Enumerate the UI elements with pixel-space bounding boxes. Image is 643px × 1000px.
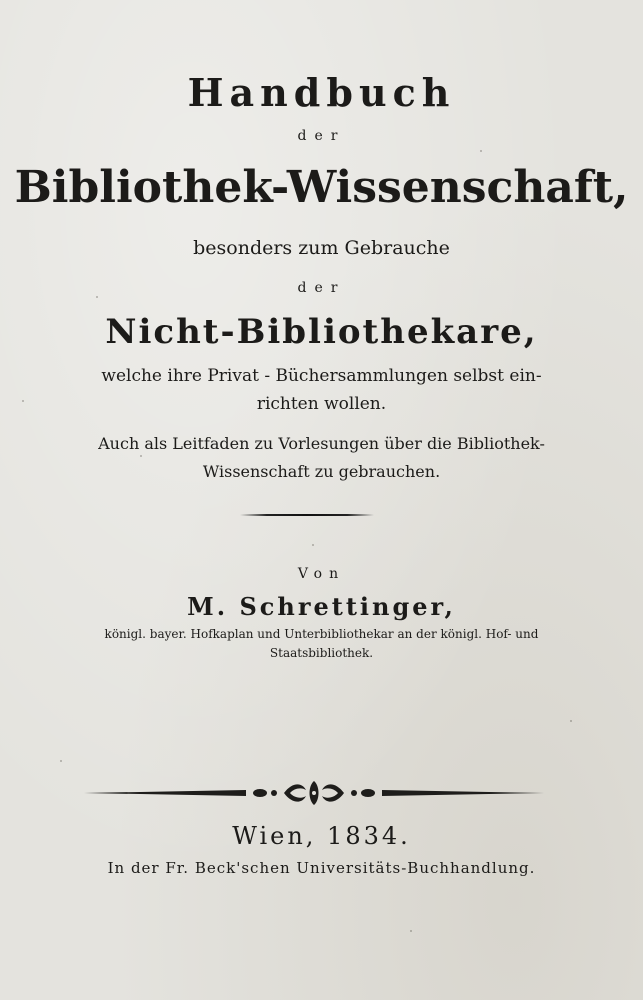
paper-speck: [410, 930, 412, 932]
author-title-line-1: königl. bayer. Hofkaplan und Unterbibliothekar an der königl. Hof- und: [104, 627, 539, 641]
divider-rule: [240, 514, 374, 516]
subtitle-line-4: welche ihre Privat - Büchersammlungen selbst ein-: [101, 366, 542, 386]
paper-speck: [96, 296, 98, 298]
ornament-rule: [84, 778, 544, 808]
subtitle-line-1: besonders zum Gebrauche: [193, 237, 450, 259]
paper-speck: [140, 455, 142, 457]
paper-speck: [570, 720, 572, 722]
paper-speck: [312, 544, 314, 546]
imprint-publisher: In der Fr. Beck'schen Universitäts-Buchhandlung.: [107, 859, 536, 877]
by-label: Von: [297, 566, 346, 582]
subtitle-line-5: richten wollen.: [256, 394, 387, 414]
title-line-3: Bibliothek-Wissenschaft,: [14, 162, 629, 213]
note-line-1: Auch als Leitfaden zu Vorlesungen über die Bibliothek-: [98, 434, 545, 453]
paper-speck: [480, 150, 482, 152]
author-name: M. Schrettinger,: [187, 592, 456, 621]
subtitle-line-3: Nicht-Bibliothekare,: [105, 312, 538, 352]
title-line-2: der: [297, 128, 346, 144]
title-line-1: Handbuch: [187, 70, 456, 115]
note-line-2: Wissenschaft zu gebrauchen.: [202, 462, 441, 481]
subtitle-line-2: der: [297, 280, 346, 296]
imprint-place-year: Wien, 1834.: [232, 822, 411, 850]
author-title-line-2: Staatsbibliothek.: [269, 646, 374, 660]
paper-speck: [60, 760, 62, 762]
